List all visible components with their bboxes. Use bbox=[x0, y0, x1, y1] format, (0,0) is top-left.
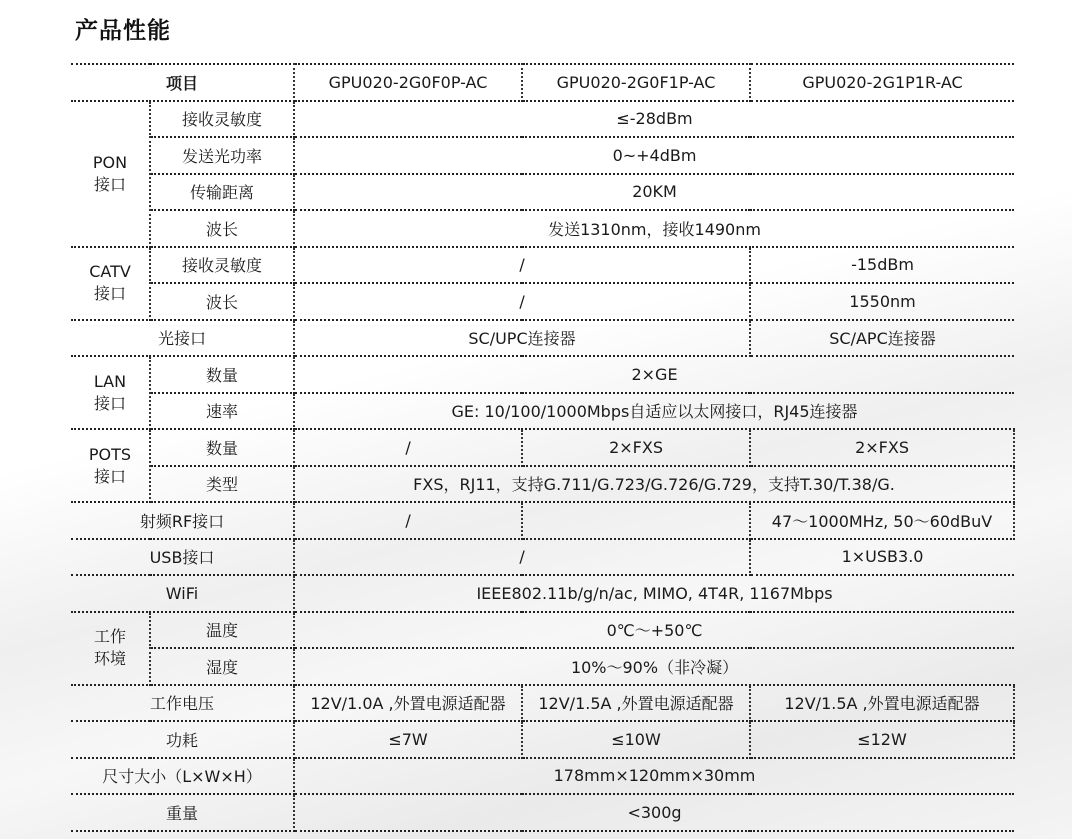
product-spec-table bbox=[71, 63, 1015, 832]
optical-interface-value-a: SC/UPC连接器 bbox=[294, 320, 750, 357]
temperature-value: 0℃～+50℃ bbox=[294, 612, 1014, 649]
humidity-label: 湿度 bbox=[150, 648, 294, 685]
pon-rx-sensitivity-label: 接收灵敏度 bbox=[150, 101, 294, 138]
table-row bbox=[71, 685, 1014, 722]
table-row bbox=[71, 137, 1014, 174]
catv-wavelength-label: 波长 bbox=[150, 283, 294, 320]
pon-rx-sensitivity-value: ≤-28dBm bbox=[294, 101, 1014, 138]
lan-count-label: 数量 bbox=[150, 356, 294, 393]
table-row bbox=[71, 721, 1014, 758]
environment-group-label bbox=[71, 612, 150, 685]
dimensions-label: 尺寸大小（L×W×H） bbox=[71, 758, 294, 795]
table-row bbox=[71, 429, 1014, 466]
pots-count-value-3: 2×FXS bbox=[750, 429, 1014, 466]
pots-count-value-1: / bbox=[294, 429, 522, 466]
catv-rx-sensitivity-value-b: -15dBm bbox=[750, 247, 1014, 284]
pon-group-line2: 接口 bbox=[93, 174, 126, 194]
header-model-3: GPU020-2G1P1R-AC bbox=[750, 64, 1014, 101]
environment-group-line2: 环境 bbox=[93, 649, 126, 668]
rf-interface-value-2 bbox=[522, 502, 750, 539]
pots-type-value: FXS，RJ11，支持G.711/G.723/G.726/G.729，支持T.30/T.38/G. bbox=[294, 466, 1014, 503]
pots-count-value-2: 2×FXS bbox=[522, 429, 750, 466]
weight-label: 重量 bbox=[71, 794, 294, 831]
optical-interface-value-b: SC/APC连接器 bbox=[750, 320, 1014, 357]
rf-interface-value-3: 47～1000MHz, 50～60dBuV bbox=[750, 502, 1014, 539]
catv-rx-sensitivity-value-a: / bbox=[294, 247, 750, 284]
voltage-value-3: 12V/1.5A ,外置电源适配器 bbox=[750, 685, 1014, 722]
table-row bbox=[71, 393, 1014, 430]
lan-count-value: 2×GE bbox=[294, 356, 1014, 393]
environment-group-line1: 工作 bbox=[93, 627, 126, 646]
usb-interface-label: USB接口 bbox=[71, 539, 294, 576]
lan-rate-value: GE: 10/100/1000Mbps自适应以太网接口，RJ45连接器 bbox=[294, 393, 1014, 430]
table-row bbox=[71, 174, 1014, 211]
table-row bbox=[71, 283, 1014, 320]
table-header-row bbox=[71, 64, 1014, 101]
pon-group-line1: PON bbox=[92, 152, 128, 172]
pots-group-label bbox=[71, 429, 150, 502]
temperature-label: 温度 bbox=[150, 612, 294, 649]
pon-wavelength-value: 发送1310nm，接收1490nm bbox=[294, 210, 1014, 247]
voltage-label: 工作电压 bbox=[71, 685, 294, 722]
voltage-value-1: 12V/1.0A ,外置电源适配器 bbox=[294, 685, 522, 722]
catv-group-line2: 接口 bbox=[93, 284, 126, 303]
pon-distance-value: 20KM bbox=[294, 174, 1014, 211]
catv-wavelength-value-b: 1550nm bbox=[750, 283, 1014, 320]
table-row bbox=[71, 210, 1014, 247]
catv-group-label bbox=[71, 247, 150, 320]
pon-tx-power-value: 0~+4dBm bbox=[294, 137, 1014, 174]
table-row bbox=[71, 758, 1014, 795]
table-row bbox=[71, 794, 1014, 831]
wifi-label: WiFi bbox=[71, 575, 294, 612]
lan-group-line2: 接口 bbox=[93, 393, 126, 413]
header-model-1: GPU020-2G0F0P-AC bbox=[294, 64, 522, 101]
rf-interface-value-1: / bbox=[294, 502, 522, 539]
humidity-value: 10%～90%（非冷凝） bbox=[294, 648, 1014, 685]
wifi-value: IEEE802.11b/g/n/ac, MIMO, 4T4R, 1167Mbps bbox=[294, 575, 1014, 612]
table-row bbox=[71, 575, 1014, 612]
weight-value: <300g bbox=[294, 794, 1014, 831]
catv-group-line1: CATV bbox=[89, 262, 131, 281]
table-row bbox=[71, 648, 1014, 685]
lan-rate-label: 速率 bbox=[150, 393, 294, 430]
pots-count-label: 数量 bbox=[150, 429, 294, 466]
lan-group-line1: LAN bbox=[93, 371, 127, 391]
lan-group-label bbox=[71, 356, 150, 429]
pon-distance-label: 传输距离 bbox=[150, 174, 294, 211]
catv-wavelength-value-a: / bbox=[294, 283, 750, 320]
page-title: 产品性能 bbox=[75, 18, 171, 44]
usb-interface-value-a: / bbox=[294, 539, 750, 576]
table-row bbox=[71, 502, 1014, 539]
power-value-1: ≤7W bbox=[294, 721, 522, 758]
table-row bbox=[71, 101, 1014, 138]
header-model-2: GPU020-2G0F1P-AC bbox=[522, 64, 750, 101]
pon-tx-power-label: 发送光功率 bbox=[150, 137, 294, 174]
pon-wavelength-label: 波长 bbox=[150, 210, 294, 247]
pots-group-line1: POTS bbox=[88, 444, 132, 464]
table-row bbox=[71, 539, 1014, 576]
power-value-2: ≤10W bbox=[522, 721, 750, 758]
voltage-value-2: 12V/1.5A ,外置电源适配器 bbox=[522, 685, 750, 722]
rf-interface-label: 射频RF接口 bbox=[71, 502, 294, 539]
optical-interface-label: 光接口 bbox=[71, 320, 294, 357]
dimensions-value: 178mm×120mm×30mm bbox=[294, 758, 1014, 795]
table-row bbox=[71, 466, 1014, 503]
header-item: 项目 bbox=[71, 64, 294, 101]
pon-group-label bbox=[71, 101, 150, 247]
power-value-3: ≤12W bbox=[750, 721, 1014, 758]
pots-group-line2: 接口 bbox=[93, 466, 126, 486]
table-row bbox=[71, 247, 1014, 284]
power-label: 功耗 bbox=[71, 721, 294, 758]
pots-type-label: 类型 bbox=[150, 466, 294, 503]
table-row bbox=[71, 356, 1014, 393]
usb-interface-value-b: 1×USB3.0 bbox=[750, 539, 1014, 576]
table-row bbox=[71, 612, 1014, 649]
table-row bbox=[71, 320, 1014, 357]
catv-rx-sensitivity-label: 接收灵敏度 bbox=[150, 247, 294, 284]
